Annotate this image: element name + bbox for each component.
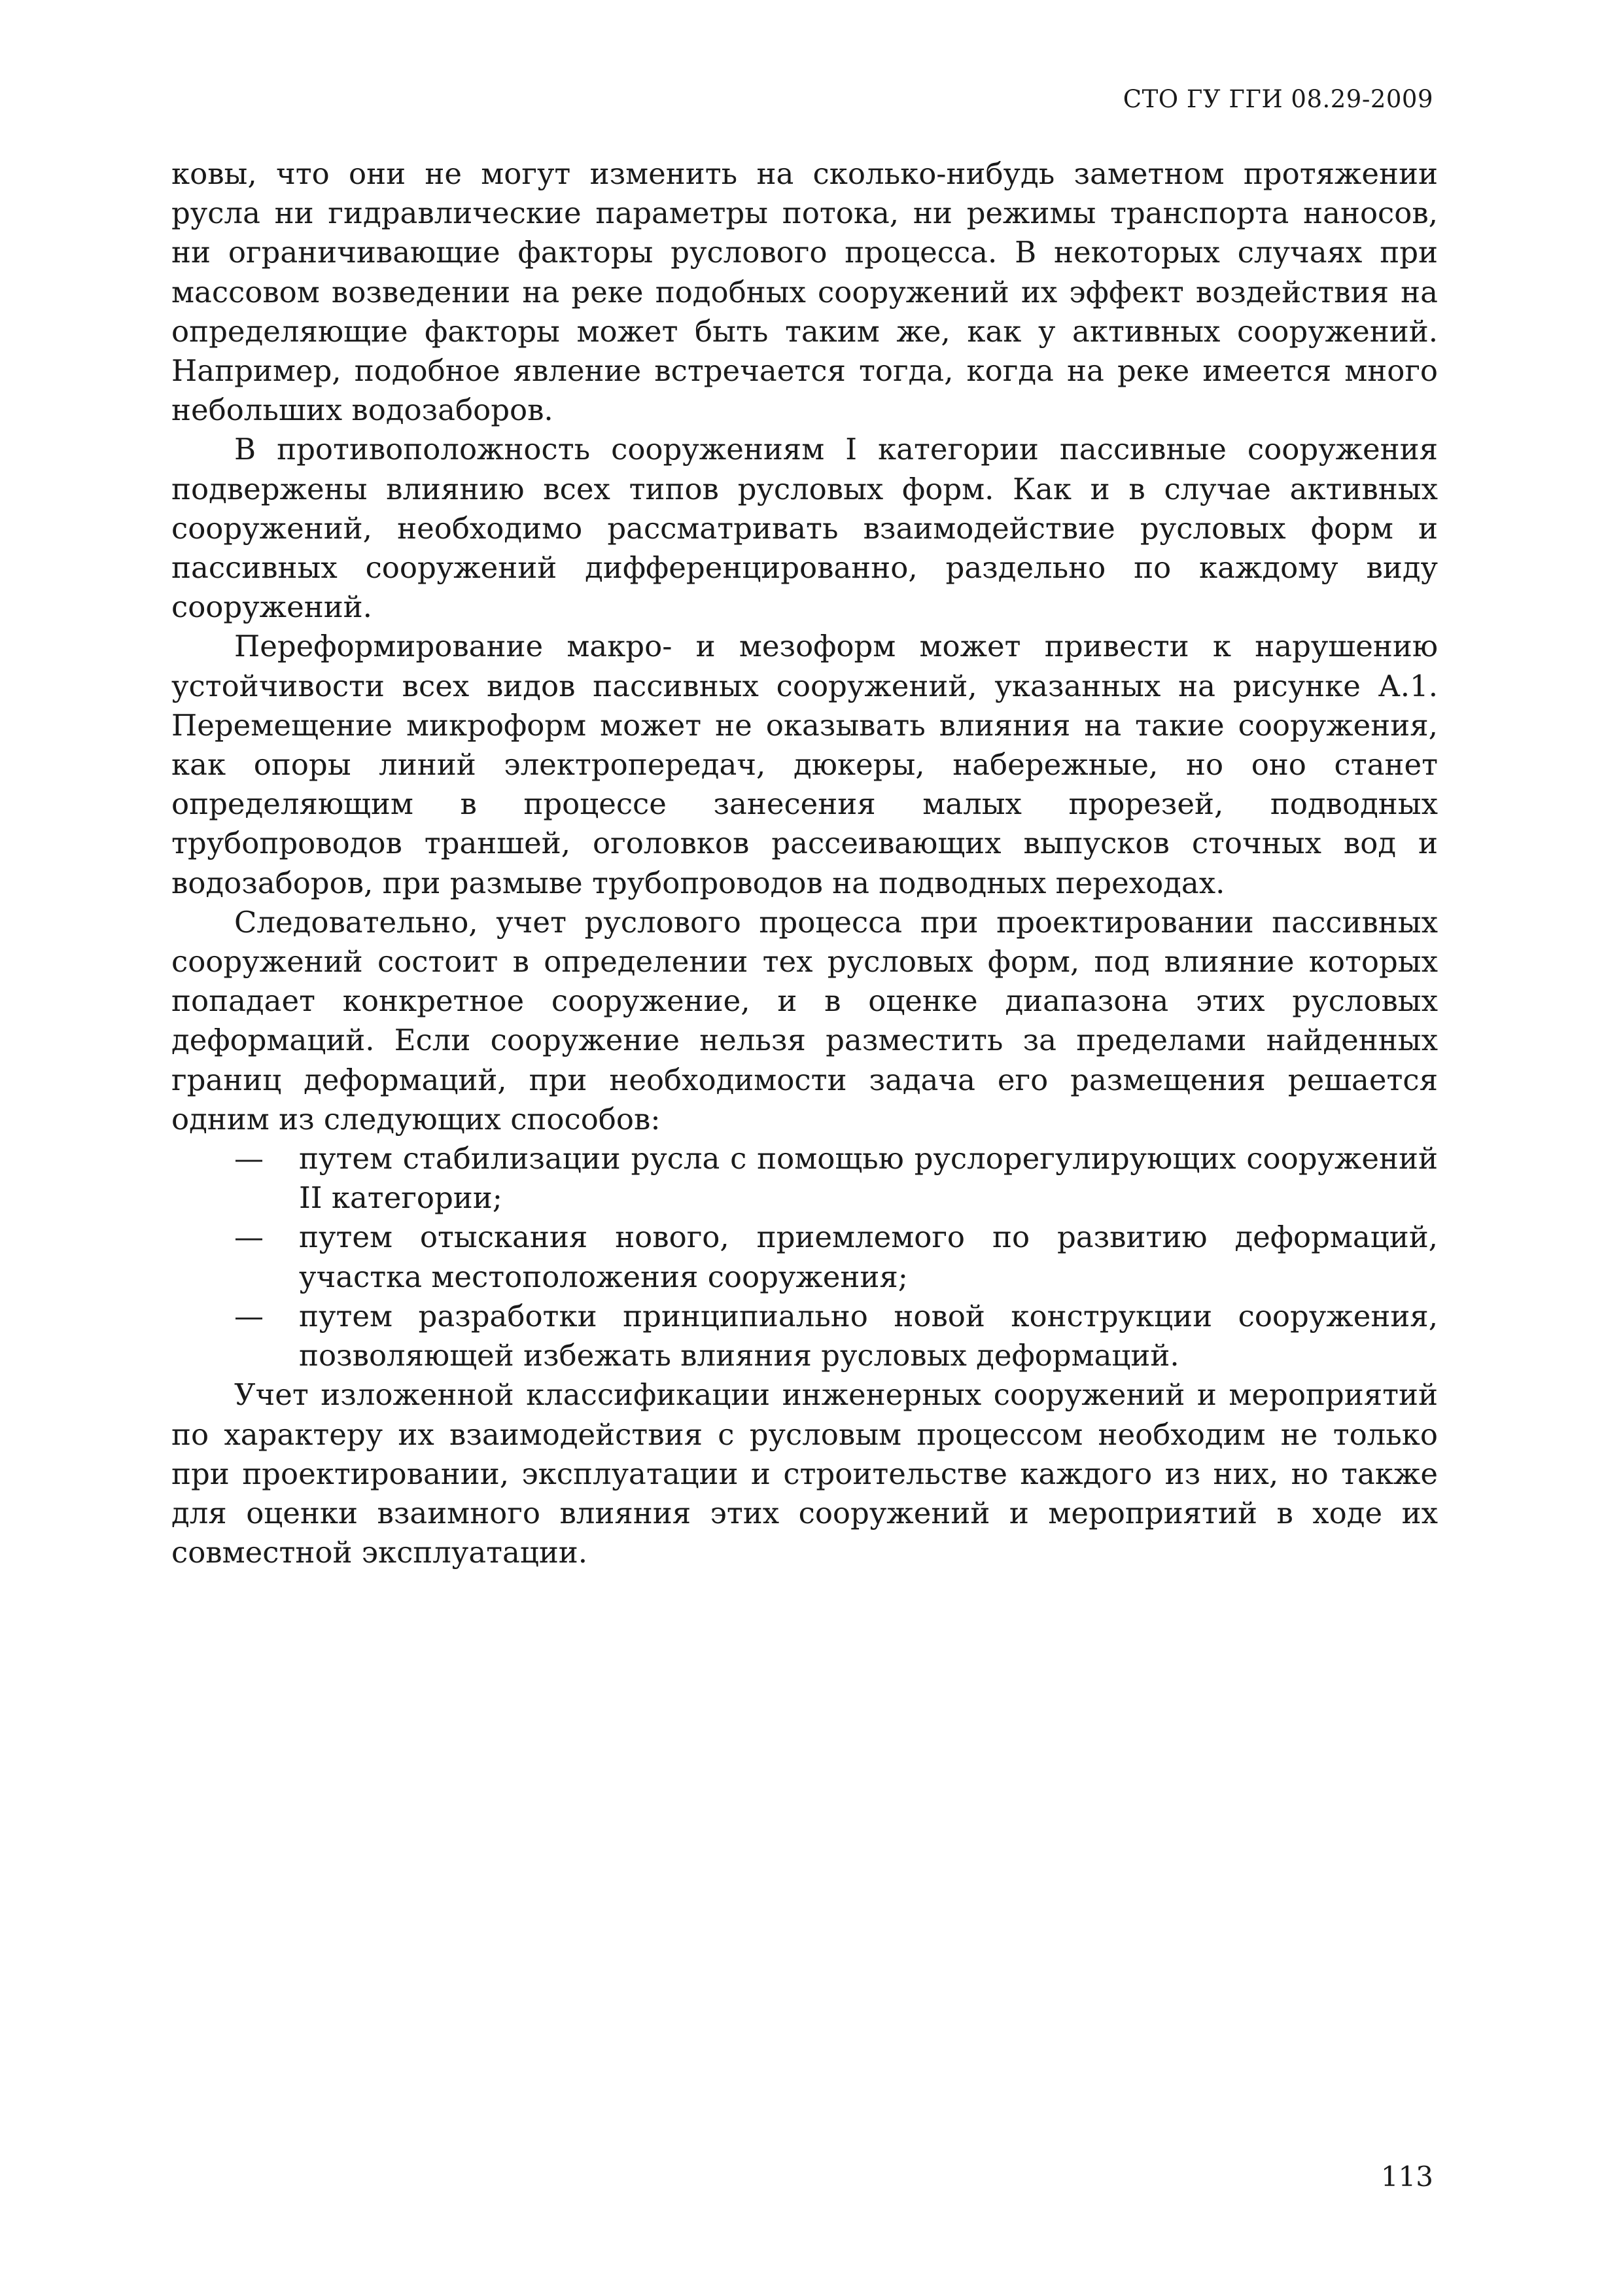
dash-marker: — xyxy=(234,1141,264,1176)
paragraph-continuation: ковы, что они не могут изменить на сколько-нибудь заметном протяжении русла ни гидравлические параметры потока, ни режимы транспорта наносов, ни ограничивающие факторы руслового процесса. В некоторых случаях при массовом возведении на реке подобных сооружений их эффект воздействия на определяющие факторы может быть таким же, как у активных сооружений. Например, подобное явление встречается тогда, когда на реке имеется много небольших водозаборов. xyxy=(171,156,1438,428)
list-item xyxy=(171,1218,1438,1296)
list-item-text: путем отыскания нового, приемлемого по развитию деформаций, участка местоположения сооружения; xyxy=(299,1220,1438,1294)
running-header: СТО ГУ ГГИ 08.29-2009 xyxy=(1123,85,1433,113)
paragraph-classification: Учет изложенной классификации инженерных сооружений и мероприятий по характеру их взаимодействия с русловым процессом необходим не только при проектировании, эксплуатации и строительстве каждого из них, но также для оценки взаимного влияния этих сооружений и мероприятий в ходе их совместной эксплуатации. xyxy=(171,1377,1438,1570)
paragraph-consequently: Следовательно, учет руслового процесса при проектировании пассивных сооружений состоит в определении тех русловых форм, под влияние которых попадает конкретное сооружение, и в оценке диапазона этих русловых деформаций. Если сооружение нельзя разместить за пределами найденных границ деформаций, при необходимости задача его размещения решается одним из следующих способов: xyxy=(171,904,1438,1137)
paragraph-passive-structures: В противоположность сооружениям I категории пассивные сооружения подвержены влиянию всех типов русловых форм. Как и в случае активных сооружений, необходимо рассматривать взаимодействие русловых форм и пассивных сооружений дифференцированно, раздельно по каждому виду сооружений. xyxy=(171,432,1438,625)
page-number: 113 xyxy=(1380,2161,1433,2193)
paragraph-reformation: Переформирование макро- и мезоформ может привести к нарушению устойчивости всех видов пассивных сооружений, указанных на рисунке А.1. Перемещение микроформ может не оказывать влияния на такие сооружения, как опоры линий электропередач, дюкеры, набережные, но оно станет определяющим в процессе занесения малых прорезей, подводных трубопроводов траншей, оголовков рассеивающих выпусков сточных вод и водозаборов, при размыве трубопроводов на подводных переходах. xyxy=(171,629,1438,900)
dash-marker: — xyxy=(234,1220,264,1255)
methods-list xyxy=(171,1139,1438,1375)
dash-marker: — xyxy=(234,1298,264,1333)
list-item xyxy=(171,1297,1438,1375)
list-item-text: путем разработки принципиально новой конструкции сооружения, позволяющей избежать влияния русловых деформаций. xyxy=(299,1298,1438,1373)
body-text xyxy=(171,154,1438,1572)
list-item xyxy=(171,1139,1438,1218)
list-item-text: путем стабилизации русла с помощью руслорегулирующих сооружений II категории; xyxy=(299,1141,1438,1216)
